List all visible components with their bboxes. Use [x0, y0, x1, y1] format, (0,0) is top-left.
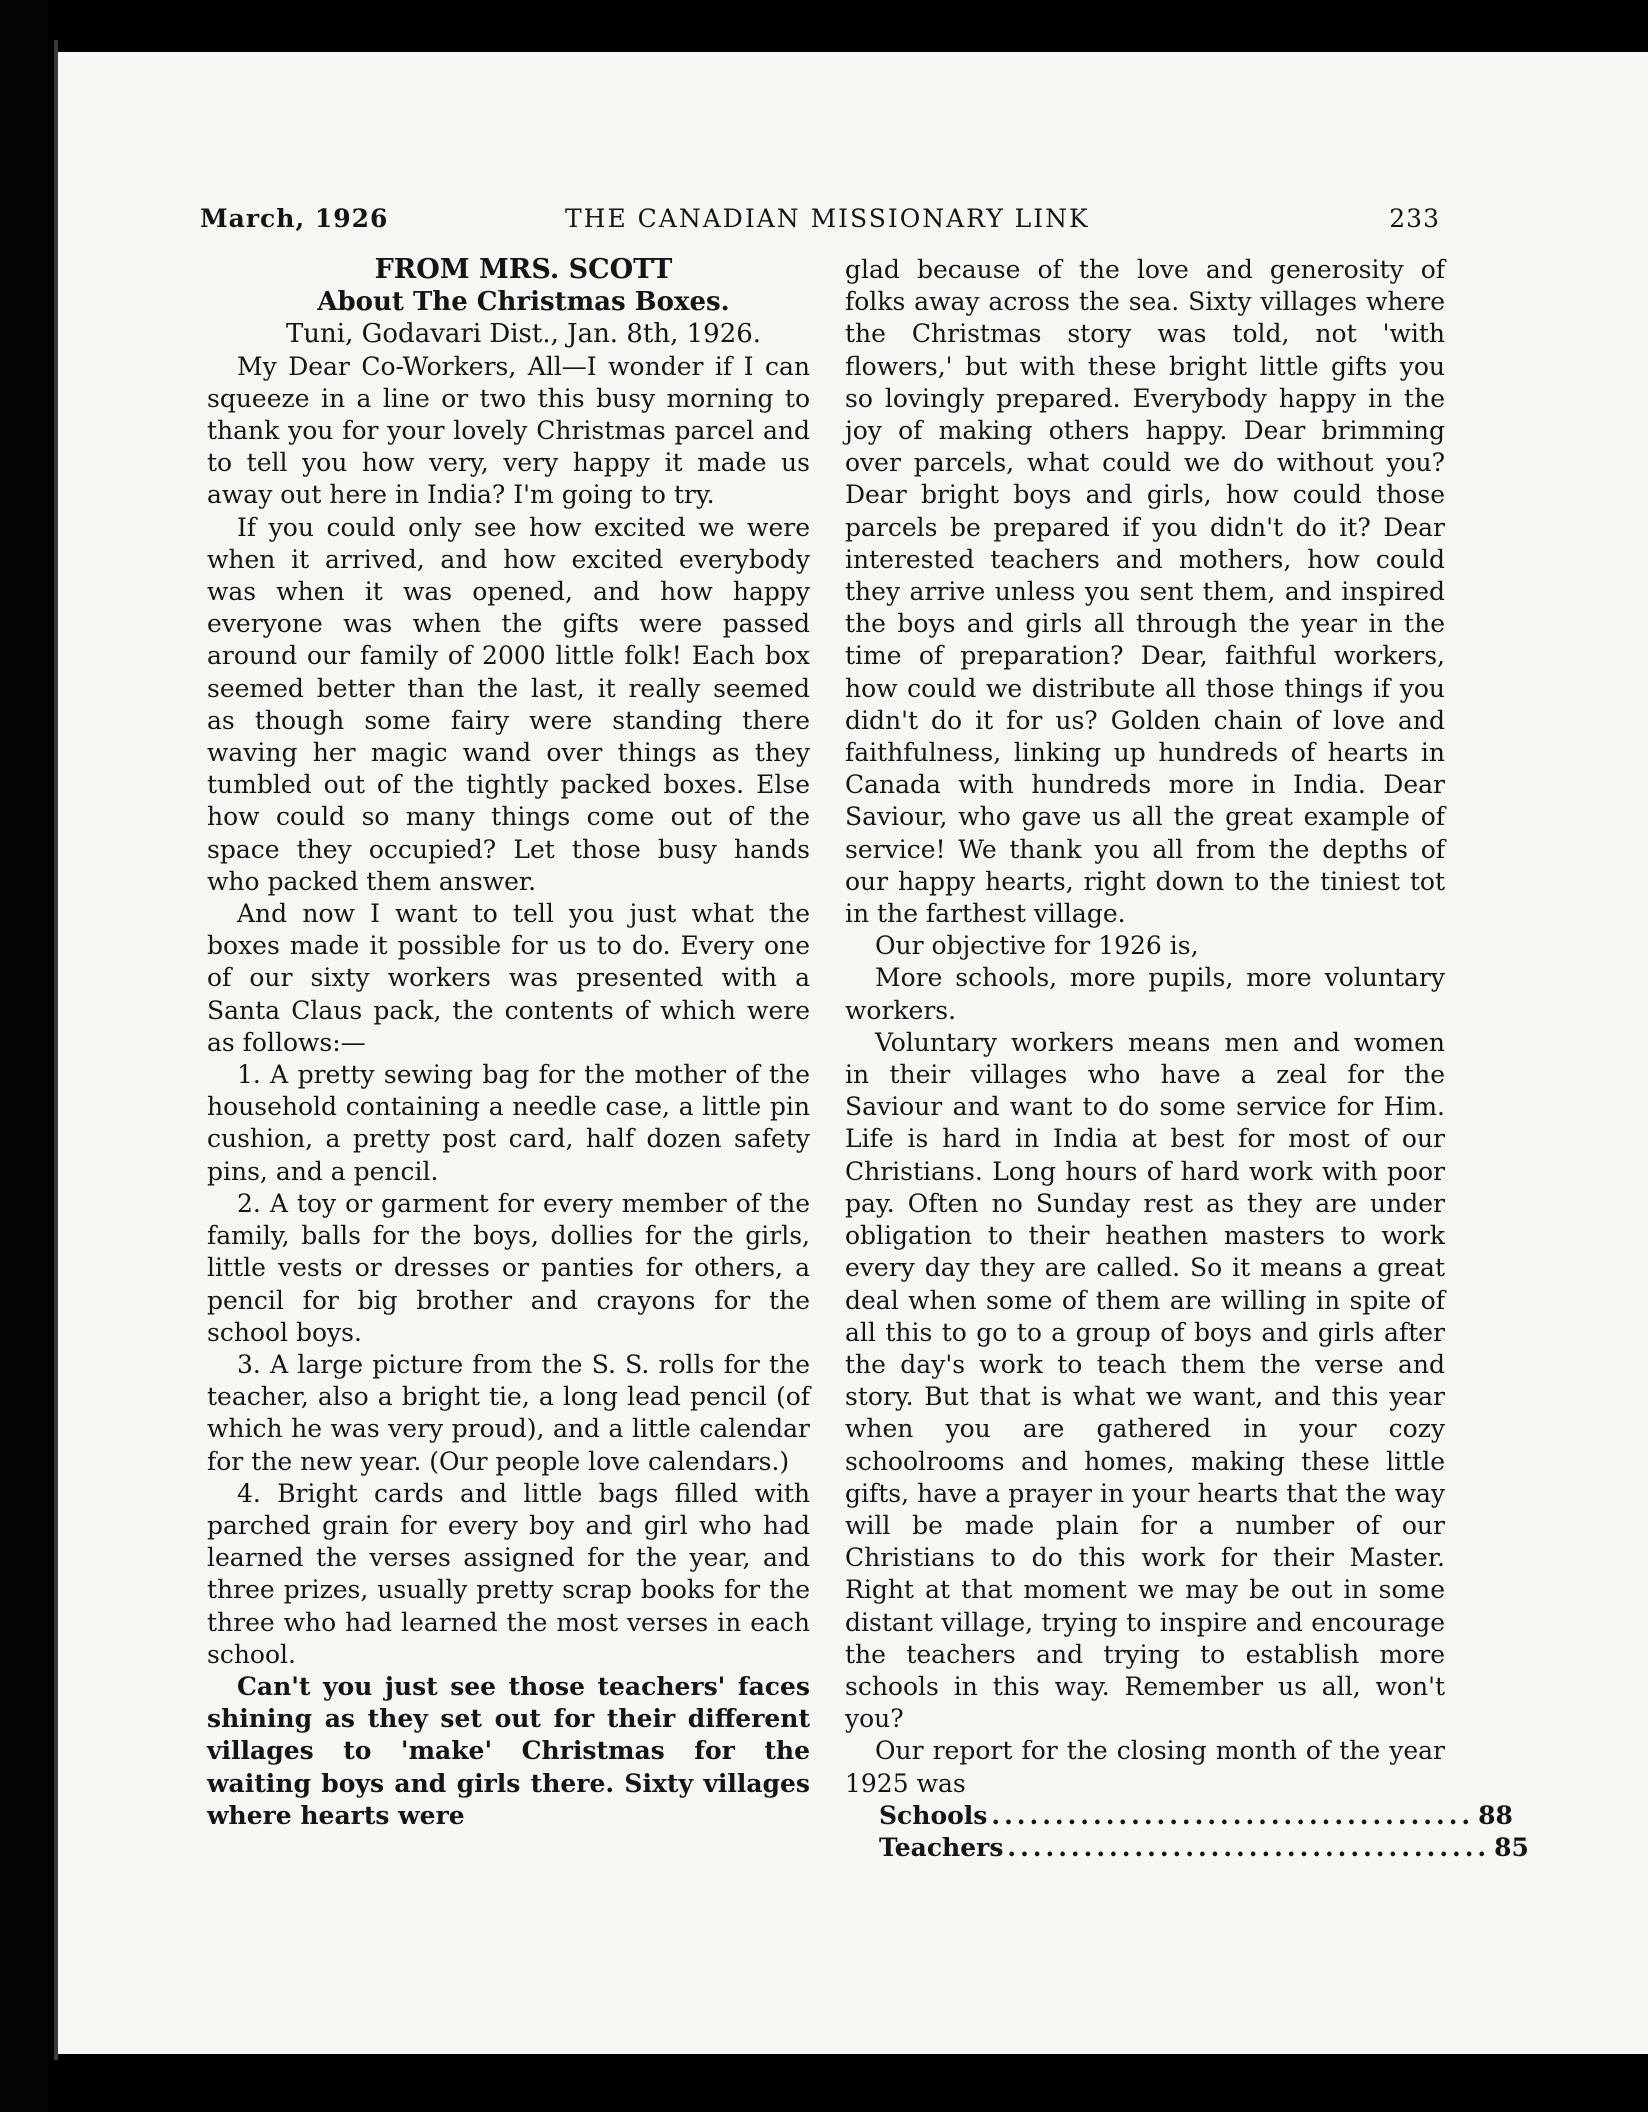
report-value: 85: [1494, 1832, 1529, 1862]
article-subheading: About The Christmas Boxes.: [317, 287, 730, 318]
paragraph: And now I want to tell you just what the boxes made it possible for us to do. Every one of our sixty workers was presented with a Santa Claus pack, the contents of which were as follows:—: [207, 899, 810, 1057]
paragraph: More schools, more pupils, more voluntary workers.: [845, 963, 1445, 1025]
paragraph: Our objective for 1926 is,: [875, 931, 1199, 961]
report-label: Teachers: [879, 1832, 1004, 1862]
report-row-schools: [845, 1800, 1513, 1832]
report-leader-dots: ......................................: [1007, 1832, 1491, 1862]
report-row-teachers: [845, 1832, 1529, 1864]
article-dateline: Tuni, Godavari Dist., Jan. 8th, 1926.: [285, 319, 762, 350]
paragraph: Voluntary workers means men and women in their villages who have a zeal for the Saviour and want to do some service for Him. Life is hard in India at best for most of our Christians. Long hours of hard work with poor pay. Often no Sunday rest as they are under obligation to their heathen masters to work every day they are called. So it means a great deal when some of them are willing in spite of all this to go to a group of boys and girls after the day's work to teach them the verse and story. But that is what we want, and this year when you are gathered in your cozy schoolrooms and homes, making these little gifts, have a prayer in your hearts that the way will be made plain for a number of our Christians to do this work for their Master. Right at that moment we may be out in some distant village, trying to inspire and encourage the teachers and trying to establish more schools in this way. Remember us all, won't you?: [845, 1027, 1445, 1734]
report-leader-dots: ......................................: [991, 1800, 1475, 1830]
page-number: 233: [1389, 204, 1440, 233]
paragraph: My Dear Co-Workers, All—I wonder if I can squeeze in a line or two this busy morning to thank you for your lovely Christmas parcel and to tell you how very, very happy it made us away out here in India? I'm going to try.: [207, 351, 810, 510]
paragraph: Our report for the closing month of the year 1925 was: [845, 1736, 1445, 1798]
paragraph-bold: Can't you just see those teachers' faces shining as they set out for their different villages to 'make' Christmas for the waiting boys and girls there. Sixty villages where hearts were: [207, 1671, 810, 1830]
list-item: 2. A toy or garment for every member of the family, balls for the boys, dollies for the girls, little vests or dresses or panties for others, a pencil for big brother and crayons for the school boys.: [207, 1188, 810, 1347]
right-column: [845, 254, 1529, 1864]
book-spine: [0, 0, 48, 2112]
left-column: [207, 254, 810, 1832]
list-item: 3. A large picture from the S. S. rolls for the teacher, also a bright tie, a long lead pencil (of which he was very proud), and a little calendar for the new year. (Our people love calendars.): [207, 1349, 810, 1476]
paragraph: If you could only see how excited we were when it arrived, and how excited everybody was when it was opened, and how happy everyone was when the gifts were passed around our family of 2000 little folk! Each box seemed better than the last, it really seemed as though some fairy were standing there waving her magic wand over things as they tumbled out of the tightly packed boxes. Else how could so many things come out of the space they occupied? Let those busy hands who packed them answer.: [207, 512, 810, 896]
running-head: [200, 204, 1440, 244]
publication-title: THE CANADIAN MISSIONARY LINK: [565, 204, 1090, 233]
report-label: Schools: [879, 1800, 988, 1830]
issue-date: March, 1926: [200, 204, 389, 233]
list-item: 4. Bright cards and little bags filled with parched grain for every boy and girl who had learned the verses assigned for the year, and three prizes, usually pretty scrap books for the three who had learned the most verses in each school.: [207, 1478, 810, 1669]
report-value: 88: [1478, 1800, 1513, 1830]
article-heading: FROM MRS. SCOTT: [374, 254, 673, 285]
paragraph: glad because of the love and generosity of folks away across the sea. Sixty villages where the Christmas story was told, not 'with flowers,' but with these bright little gifts you so lovingly prepared. Everybody happy in the joy of making others happy. Dear brimming over parcels, what could we do without you? Dear bright boys and girls, how could those parcels be prepared if you didn't do it? Dear interested teachers and mothers, how could they arrive unless you sent them, and inspired the boys and girls all through the year in the time of preparation? Dear, faithful workers, how could we distribute all those things if you didn't do it for us? Golden chain of love and faithfulness, linking up hundreds of hearts in Canada with hundreds more in India. Dear Saviour, who gave us all the great example of service! We thank you all from the depths of our happy hearts, right down to the tiniest tot in the farthest village.: [845, 255, 1445, 929]
gutter-line: [54, 40, 58, 2060]
list-item: 1. A pretty sewing bag for the mother of the household containing a needle case, a little pin cushion, a pretty post card, half dozen safety pins, and a pencil.: [207, 1060, 810, 1186]
